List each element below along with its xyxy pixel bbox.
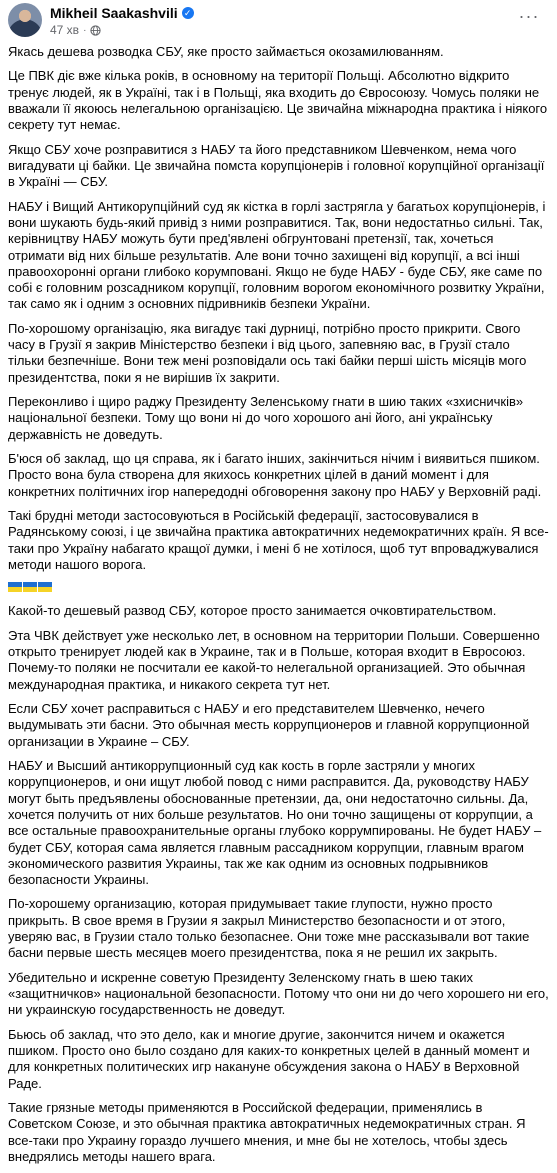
post-paragraph: Якась дешева розводка СБУ, яке просто займається окозамилюванням.	[8, 44, 444, 59]
ukraine-flags	[8, 579, 549, 595]
ukraine-flag-icon	[23, 582, 37, 592]
author-line	[50, 5, 194, 21]
post-paragraph-ru: Эта ЧВК действует уже несколько лет, в основном на территории Польши. Совершенно открыто тренирует людей как в Украине, так и в Польше, которая входит в Евросоюз. Почему-то поляки не посчитали ее какой-то нелегальной организацией. Это обычная международная практика, и никакого секрета тут нет.	[8, 627, 540, 692]
author-name[interactable]: Mikheil Saakashvili	[50, 5, 178, 21]
post-paragraph: Переконливо і щиро раджу Президенту Зеленському гнати в шию таких «зхисничків» національної безпеки. Тому що вони ні до чого хорошого ані його, ані українську державність не доведуть.	[8, 394, 524, 442]
post-paragraph: Якщо СБУ хоче розправитися з НАБУ та його представником Шевченком, нема чого вигадувати ці байки. Це звичайна помста корупціонерів і головної корупційної організації в Україні — СБУ.	[8, 141, 545, 190]
post-paragraph-ru: Бьюсь об заклад, что это дело, как и многие другие, закончится ничем и окажется пшиком. Просто оно было создано для каких-то конкретных целей в данный момент и для конкретных политических игр накануне обсуждения закона о НАБУ в Верховной Раде.	[8, 1026, 530, 1091]
post-paragraph-ru: Если СБУ хочет расправиться с НАБУ и его представителем Шевченко, нечего выдумывать эти басни. Это обычная месть коррупционеров и главной коррупционной организации в Украине – СБУ.	[8, 701, 530, 749]
post-paragraph: Такі брудні методи застосовуються в Російській федерації, застосовувалися в Радянському союзі, і це звичайна практика автократичних недемократичних країн. Я все-таки про Україну набагато кращої думки, і мені б не хотілося, щоб тут впроваджувалися методи нашого ворога.	[8, 508, 549, 572]
ukraine-flag-icon	[38, 582, 52, 592]
post-paragraph-ru: Убедительно и искренне советую Президенту Зеленскому гнать в шею таких «защитничков» национальной безопасности. Потому что они ни до чего хорошего ни его, ни украинскую государственность не доведут.	[8, 969, 549, 1018]
verified-badge-icon: ✓	[182, 7, 194, 19]
meta-separator: ·	[83, 24, 87, 36]
post-timestamp[interactable]: 47 хв	[50, 23, 80, 37]
post-body	[8, 44, 549, 1173]
post-meta	[50, 23, 101, 37]
post-header	[8, 3, 549, 39]
avatar[interactable]	[8, 3, 42, 37]
post-paragraph-ru: Такие грязные методы применяются в Российской федерации, применялись в Советском Союзе, и это обычная практика автократичных недемократичных стран. Я все-таки про Украину гораздо лучшего мнения, и мне бы не хотелось, чтобы здесь внедрялись методы нашего врага.	[8, 1100, 526, 1164]
post-paragraph: Це ПВК діє вже кілька років, в основному на території Польщі. Абсолютно відкрито тренує людей, як в Україні, так і в Польщі, яка входить до Євросоюзу. Чомусь поляки не вважали її якоюсь нелегальною організацією. Це звичайна міжнародна практика і ніякого секрету тут немає.	[8, 68, 548, 133]
post-paragraph-ru: По-хорошему организацию, которая придумывает такие глупости, нужно просто прикрыть. В свое время в Грузии я закрыл Министерство безопасности и от этого, уверяю вас, в Грузии стало только безопаснее. Они тоже мне рассказывали вот такие басни первые шесть месяцев моего президентства, пока я не решил их закрыть.	[8, 896, 530, 961]
post-paragraph: НАБУ і Вищий Антикорупційний суд як кістка в горлі застрягла у багатьох корупціонерів, і вони шукають будь-який привід з ними розправитися. Так, вони недостатньо сильні. Так, керівництву НАБУ можуть бути пред'явлені обгрунтовані претензії, так, хочеться отримати від них більше результатів. Але вони точно захищені від корупції, а всі інші правоохоронні органи глибоко корумповані. Якщо не буде НАБУ - буде СБУ, яке саме по собі є головним розсадником корупції, головним ворогом економічного розвитку України, так само як і одним з основних підривників безпеки України.	[8, 198, 546, 312]
post-paragraph-ru: НАБУ и Высший антикоррупционный суд как кость в горле застряли у многих коррупционеров, и они ищут любой повод с ними расправится. Да, руководству НАБУ могут быть предъявлены обоснованные претензии, да, они недостаточно сильны. Да, хочется получить от них больше результатов. Но они точно защищены от коррупции, а все остальные правоохранительные органы глубоко коррумпированы. Не будет НАБУ – будет СБУ, которая сама является главным рассадником коррупции, главным врагом экономического развития Украины, так же как одним из основных подрывников безопасности Украины.	[8, 758, 542, 888]
post-paragraph: По-хорошому організацію, яка вигадує такі дурниці, потрібно просто прикрити. Свого часу в Грузії я закрив Міністерство безпеки і від цього, запевняю вас, в Грузії стало тільки безпечніше. Вони теж мені розповідали ось такі байки перші шість місяців мого президентства, поки я не вирішив їх закрити.	[8, 320, 527, 385]
post-paragraph-ru: Какой-то дешевый развод СБУ, которое просто занимается очковтирательством.	[8, 603, 497, 619]
post-paragraph: Б'юся об заклад, що ця справа, як і багато інших, закінчиться нічим і виявиться пшиком. Просто вона була створена для якихось конкретних цілей в даний момент і для конкретних політичних ігор напередодні обговорення закону про НАБУ у Верховній раді.	[8, 451, 542, 499]
ukraine-flag-icon	[8, 582, 22, 592]
globe-icon[interactable]	[90, 25, 101, 36]
more-options-button[interactable]: ···	[518, 6, 540, 26]
